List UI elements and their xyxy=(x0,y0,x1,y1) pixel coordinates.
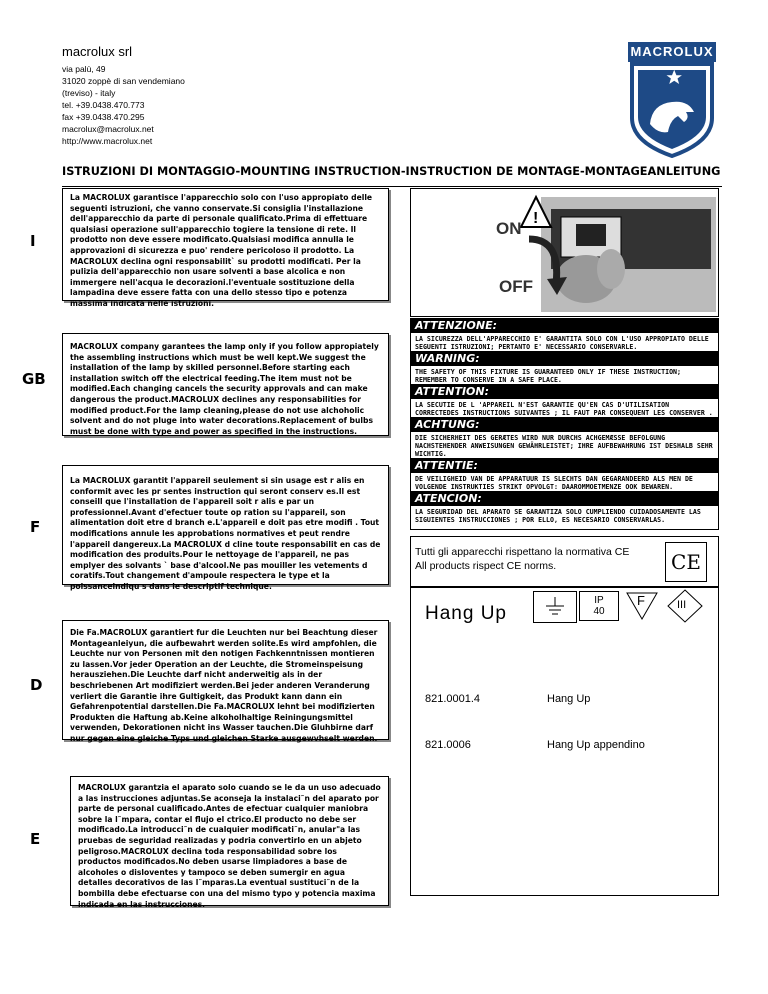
off-label: OFF xyxy=(499,277,533,296)
warning-title: ATTENTION: xyxy=(411,384,718,399)
product-panel xyxy=(410,586,719,896)
warning-title: ATTENTIE: xyxy=(411,458,718,473)
ip-rating-badge xyxy=(579,591,619,621)
section-text: La MACROLUX garantisce l'apparecchio solo con l'uso appropiato delle seguenti istruzioni, che vanno conservate.Si consiglia l'installazione dell'apparecchio da parte di personale qualificato.Prima di effettuare qualsiasi operazione sull'apparecchio togiere la tensione di rete. Il prodotto non deve essere modificato.Qualsiasi modifica annulla le approvazioni di sicurezza e puo' rendere pericoloso il prodotto. La MACROLUX declina ogni responsabilit` su prodotti modificati. Per la pulizia dell'apparecchio non usare solventi a base alcolica e non immergere nell'acqua le decorazioni.l'eventuale sostituzione della lampadina deve essere fatta con una dello stesso tipo e potenza massima indicata nelle istruzioni. xyxy=(70,193,373,308)
company-fax: fax +39.0438.470.295 xyxy=(62,112,145,122)
lang-code-de: D xyxy=(30,676,43,694)
warning-title: ATENCION: xyxy=(411,491,718,506)
product-code: 821.0006 xyxy=(425,739,471,751)
ce-text xyxy=(415,545,629,573)
warning-text: LA SECUTIE DE L 'APPAREIL N'EST GARANTIE QU'EN CAS D'UTILISATION CORRECTEDES INSTRUCTIONS SUIVANTES ; IL FAUT PAR CONSEQUENT LES CONSERVER . xyxy=(415,401,713,417)
ground-symbol-icon xyxy=(533,591,577,623)
warning-text: LA SICUREZZA DELL'APPARECCHIO E' GARANTITA SOLO CON L'USO APPROPIATO DELLE SEGUENTI ISTRUZIONI; PERTANTO E' NECESSARIO CONSERVARLE. xyxy=(415,335,709,351)
section-french xyxy=(62,465,389,591)
page-title: ISTRUZIONI DI MONTAGGIO-MOUNTING INSTRUCTION-INSTRUCTION DE MONTAGE-MONTAGEANLEITUNG xyxy=(62,165,721,178)
company-phone: tel. +39.0438.470.773 xyxy=(62,100,145,110)
divider xyxy=(62,186,722,187)
company-info xyxy=(62,44,185,147)
warning-title: ACHTUNG: xyxy=(411,417,718,432)
warning-text: THE SAFETY OF THIS FIXTURE IS GUARANTEED ONLY IF THESE INSTRUCTION; REMEMBER TO CONSERVE IN A SAFE PLACE. xyxy=(415,368,681,384)
section-german xyxy=(62,620,389,743)
company-name: macrolux srl xyxy=(62,44,133,59)
product-name: Hang Up appendino xyxy=(547,739,645,751)
macrolux-logo xyxy=(628,42,716,163)
product-title: Hang Up xyxy=(425,603,507,624)
warning-title: ATTENZIONE: xyxy=(411,318,718,333)
warnings-panel xyxy=(410,318,719,530)
product-code: 821.0001.4 xyxy=(425,693,481,705)
section-text: MACROLUX garantzia el aparato solo cuando se le da un uso adecuado a las instrucciones adjuntas.Se aconseja la instalaci˜n del aparato por parte de personal cualificado.Antes de efectuar cualquier maniobra sobre la l˜mpara, contar el flujo el ctrico.El producto no debe ser modificado.La introducci˜n de cualquier modificati˜n, anular"a las pruebas de seguridad realizadas y podria convertirlo en un abjeto peligroso.MACROLUX declina toda responsabilidad sobre los productos modificados.No deben usarse limpiadores a base de alcoholes o disloventes y tampoco se deben sumergir en agua detalles decorativos de las l˜mparas.La eventual sustituci˜n de la bombilla debe efectuarse con una del mismo typo y potencia maxima indicada en las instrucciones. xyxy=(78,783,381,909)
lang-code-fr: F xyxy=(30,518,41,536)
warning-french xyxy=(411,384,718,417)
svg-text:!: ! xyxy=(533,210,539,227)
section-text: La MACROLUX garantit l'appareil seulement si sin usage est r alis en conformit avec les pr sentes instruction qui seront conserv es.Il est conseill que l'installation de l'appareil soit r alis e par un professionnel.Avant d'efectuer toute op ration su l'appareil, son alimentation doit etre d branch e.L'appareil e doit pas etre modifi . Tout modifications annule les approbations normatives et peut rendre l'appareil dangereux.La MACROLUX d cline toute responsabilit en cas de modification des produits.Pour le nettoyage de l'appareil, ne pas emplyer des solvants ` base d'alcool.Ne pas mouiller les vetements d coratifs.Tout changement d'ampoule respectera le type et la poissanceindiqu s dans le descriptif technique. xyxy=(70,476,381,591)
f-mark-label: F xyxy=(637,593,645,608)
warning-spanish xyxy=(411,491,718,524)
section-english xyxy=(62,333,389,436)
switch-illustration xyxy=(410,188,719,317)
class-iii-icon xyxy=(667,589,703,623)
power-switch-illustration-icon xyxy=(411,189,716,314)
lang-code-it: I xyxy=(30,232,36,250)
company-address-line: via palù, 49 xyxy=(62,64,106,74)
company-address-line: (treviso) - italy xyxy=(62,88,116,98)
warning-italian xyxy=(411,318,718,351)
ce-mark-icon: CE xyxy=(665,542,707,582)
company-address-line: 31020 zoppè di san vendemiano xyxy=(62,76,185,86)
ce-notice xyxy=(410,536,719,588)
class-iii-label: III xyxy=(677,599,687,611)
section-spanish xyxy=(70,776,389,909)
warning-title: WARNING: xyxy=(411,351,718,366)
f-mark-icon xyxy=(625,591,659,621)
section-text: Die Fa.MACROLUX garantiert fur die Leuchten nur bei Beachtung dieser Montageanleiyun, die aufbewahrt werden solite.Es wird ampfohlen, die Leuchte nur von Personen mit den notigen Fachkenntnissen montieren zu lassen.Vor jeder Operation an der Leuchte, die Stromeinspeisung herausziehen.Die Leuchte darf nicht anderweitig als in der beschriebenen Art modifiziert werden.Bei jeder anderen Veranderung verliert die Garantie ihre Gultigkeit, das Produkt kann dann ein Gefahrenpotential darstellen.Die Fa.MACROLUX lehnt bei modifizierten Produkten die Haftung ab.Keine alkoholhaltige Reiningungsmittel verwenden, Dekorationen nicht ins Wasser tauchen.Die Gluhbirne darf nur gegen eine gleiche Typs und gleichen Starke ausgewvhselt werden. xyxy=(70,628,378,743)
ce-line-english: All products rispect CE norms. xyxy=(415,560,557,572)
warning-dutch xyxy=(411,458,718,491)
on-label: ON xyxy=(496,219,522,238)
logo-wordmark: MACROLUX xyxy=(628,42,716,62)
warning-german xyxy=(411,417,718,458)
warning-english xyxy=(411,351,718,384)
warning-text: LA SEGURIDAD DEL APARATO SE GARANTIZA SOLO CUMPLIENDO CUIDADOSAMENTE LAS SIGUIENTES INSTRUCCIONES ; POR ELLO, ES NECESARIO CONSERVARLAS. xyxy=(415,508,701,524)
section-italian xyxy=(62,188,389,308)
ce-line-italian: Tutti gli apparecchi rispettano la normativa CE xyxy=(415,546,630,558)
ip-label: IP xyxy=(594,595,604,606)
lang-code-es: E xyxy=(30,830,41,848)
section-text: MACROLUX company garantees the lamp only if you follow appropiately the assembling instructions which must be well kept.We suggest the installation of the lamp by skilled personnel.Before starting each installation switch off the electrical feeding.The item must not be modified.Each changing cancels the security approvals and can make dangerous the product.MACROLUX declines any responsabilities for modified product.For the lamp cleaning,please do not use alchoholic solvent and do not pluge into water decorations.Replacement of bulbs must be done with type and power as specified in the instructions. xyxy=(70,342,379,436)
lang-code-gb: GB xyxy=(22,370,46,388)
warning-text: DIE SICHERHEIT DES GERÆTES WIRD NUR DURCHS ACHGEMÆSSE BEFOLGUNG NACHSTEHENDER ANWEISUNGEN GEWÄHRLEISTET; IHRE AUFBEWAHRUNG IST DESHALB SEHR WICHTIG. xyxy=(415,434,713,458)
company-email: macrolux@macrolux.net xyxy=(62,124,154,134)
ip-value: 40 xyxy=(593,606,605,617)
warning-text: DE VEILIGHEID VAN DE APPARATUUR IS SLECHTS DAN GEGARANDEERD ALS MEN DE VOLGENDE INSTRUKTIES STRIKT OPVOLGT: DAAROMMOETMENZE OOK BEWAREN. xyxy=(415,475,693,491)
eagle-shield-icon xyxy=(628,62,716,158)
product-name: Hang Up xyxy=(547,693,591,705)
company-website: http://www.macrolux.net xyxy=(62,136,153,146)
